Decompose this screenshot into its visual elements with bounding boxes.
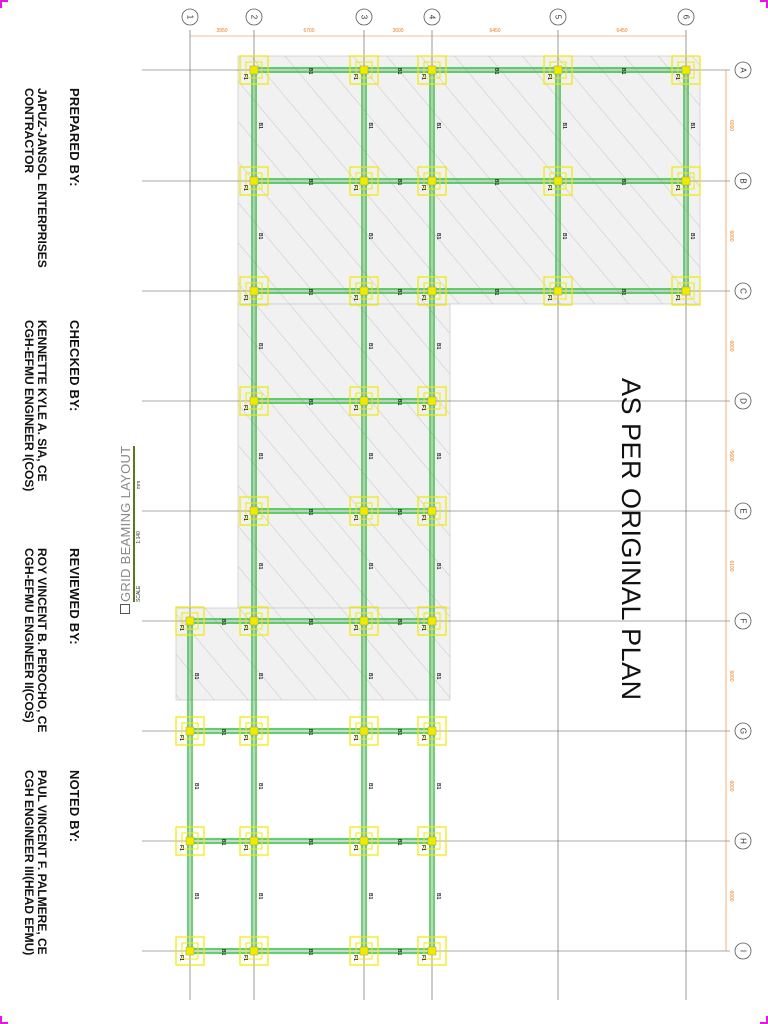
column-pier [428,947,436,955]
column-pier [250,727,258,735]
checked-by-label: CHECKED BY: [67,320,82,412]
beam-label: B1 [367,673,373,680]
column-pier [360,397,368,405]
beam-label: B1 [561,122,567,129]
beam-label: B1 [257,233,263,240]
column-pier [428,66,436,74]
column-pier [428,727,436,735]
footing-label: F1 [352,845,358,851]
beam-label: B1 [307,399,313,406]
footing-label: F1 [674,74,680,80]
footing-label: F1 [242,295,248,301]
beam-label: B1 [435,122,441,129]
beam-label: B1 [367,122,373,129]
drawing-title: GRID BEAMING LAYOUT [118,445,133,602]
prepared-by-name: JAPUZ-JANSOL ENTERPRISES [35,88,49,268]
footing-label: F1 [352,295,358,301]
beam-label: B1 [257,453,263,460]
beam-label: B1 [220,949,226,956]
beam-label: B1 [493,179,499,186]
beam-label: B1 [396,179,402,186]
grid-bubble-label: 5 [553,14,563,20]
footing-label: F1 [352,735,358,741]
column-pier [360,727,368,735]
grid-bubble-label: 3 [359,14,369,20]
column-pier [428,837,436,845]
column-pier [186,947,194,955]
scale-units: mm [136,480,142,490]
footing-label: F1 [178,625,184,631]
beam-label: B1 [689,122,695,129]
footing-label: F1 [420,295,426,301]
column-pier [682,66,690,74]
reviewed-by-position: CGH-EFMU ENGINEER II(COS) [22,548,36,723]
beam-label: B1 [435,893,441,900]
beam-label: B1 [367,893,373,900]
row-spacing-label: 6000 [728,890,734,902]
footing-label: F1 [546,74,552,80]
prepared-by-position: CONTRACTOR [22,88,36,174]
grid-bubble-label: 2 [249,14,259,20]
beam-label: B1 [307,509,313,516]
beam-label: B1 [620,179,626,186]
row-spacing-label: 6000 [728,119,734,132]
noted-by-position: CGH ENGINEER III(HEAD EFMU) [22,770,36,956]
grid-bubble-label: G [738,727,748,735]
column-pier [428,617,436,625]
beam-label: B1 [257,122,263,129]
footing-label: F1 [420,515,426,521]
beam-label: B1 [435,343,441,350]
beam-label: B1 [193,673,199,680]
column-pier [554,287,562,295]
beam-label: B1 [367,233,373,240]
row-spacing-label: 6000 [728,780,734,792]
column-pier [250,287,258,295]
scale-value: 1:140 [136,531,142,544]
checked-by-position: CGH-EFMU ENGINEER I(COS) [22,320,36,492]
grid-bubble-label: H [738,838,748,844]
beam-label: B1 [367,453,373,460]
beam-label: B1 [307,68,313,75]
footing-label: F1 [352,515,358,521]
row-spacing-label: 6000 [728,340,734,352]
noted-by-label: NOTED BY: [67,770,82,843]
reviewed-by-label: REVIEWED BY: [67,548,82,645]
footing-label: F1 [178,735,184,741]
footing-label: F1 [352,74,358,80]
column-pier [428,507,436,515]
column-pier [250,397,258,405]
beam-label: B1 [220,839,226,846]
beam-label: B1 [220,729,226,736]
grid-bubble-label: E [738,508,748,514]
beam-label: B1 [367,563,373,570]
column-pier [428,177,436,185]
grid-bubble-label: 4 [427,14,437,20]
column-pier [250,837,258,845]
beam-label: B1 [307,839,313,846]
grid-bubble-label: D [738,398,748,404]
footing-label: F1 [242,845,248,851]
beam-label: B1 [257,783,263,790]
beam-label: B1 [435,783,441,790]
column-pier [250,177,258,185]
column-pier [360,177,368,185]
column-spacing-label: 6700 [303,28,315,34]
grid-bubble-label: A [738,67,748,73]
column-pier [250,66,258,74]
signatory-prepared [22,88,82,268]
row-spacing-label: 5600 [728,450,734,462]
reviewed-by-name: ROY VINCENT B. PEROCHO, CE [35,548,49,733]
grid-bubble-label: 6 [681,14,691,20]
beam-label: B1 [689,233,695,240]
beam-label: B1 [396,949,402,956]
footing-label: F1 [242,955,248,961]
footing-label: F1 [352,185,358,191]
footing-label: F1 [242,625,248,631]
row-spacing-label: 6000 [728,670,734,682]
column-pier [360,287,368,295]
row-spacing-label: 6000 [728,230,734,242]
footing-label: F1 [546,185,552,191]
footing-label: F1 [242,735,248,741]
column-pier [682,177,690,185]
grid-bubble-label: 1 [185,14,195,20]
footing-label: F1 [546,295,552,301]
beam-label: B1 [435,673,441,680]
beam-label: B1 [396,509,402,516]
footing-label: F1 [352,625,358,631]
beam-label: B1 [396,729,402,736]
beam-label: B1 [307,949,313,956]
beam-label: B1 [193,783,199,790]
footing-label: F1 [674,295,680,301]
column-pier [186,727,194,735]
checked-by-name: KENNETTE KYLE A. SIA, CE [35,320,49,482]
footing-label: F1 [352,405,358,411]
row-spacing-label: 6100 [728,560,734,572]
column-pier [250,507,258,515]
beam-label: B1 [257,343,263,350]
beam-label: B1 [620,289,626,296]
plan-title: AS PER ORIGINAL PLAN [616,378,646,701]
footing-label: F1 [178,955,184,961]
beam-label: B1 [396,399,402,406]
column-pier [360,837,368,845]
column-pier [250,947,258,955]
beam-label: B1 [307,179,313,186]
beam-label: B1 [561,233,567,240]
beam-label: B1 [257,563,263,570]
signatory-reviewed [22,548,82,732]
beam-label: B1 [257,673,263,680]
beam-label: B1 [620,68,626,75]
column-pier [428,397,436,405]
footing-label: F1 [242,405,248,411]
beam-label: B1 [435,233,441,240]
grid-bubble-label: C [738,288,748,294]
column-pier [360,617,368,625]
footing-label: F1 [420,955,426,961]
beam-label: B1 [493,289,499,296]
column-pier [554,66,562,74]
beam-label: B1 [307,619,313,626]
grid-bubble-label: B [738,178,748,184]
beam-label: B1 [307,289,313,296]
column-pier [428,287,436,295]
footing-label: F1 [420,845,426,851]
drawing-title-block [118,446,142,614]
column-pier [554,177,562,185]
beam-label: B1 [493,68,499,75]
footing-label: F1 [420,735,426,741]
footing-label: F1 [352,955,358,961]
column-pier [186,837,194,845]
grid-bubble-label: I [738,949,748,953]
footing-label: F1 [242,74,248,80]
column-spacing-label: 6450 [616,28,628,34]
noted-by-name: PAUL VINCENT F. PALMERE, CE [35,770,49,955]
signatory-checked [22,320,82,491]
slab-hatch [238,304,450,608]
footing-label: F1 [242,185,248,191]
beam-label: B1 [220,619,226,626]
footing-label: F1 [420,74,426,80]
signatory-noted [22,770,82,955]
beam-label: B1 [307,729,313,736]
beam-label: B1 [435,453,441,460]
footing-label: F1 [420,405,426,411]
beam-label: B1 [257,893,263,900]
footing-label: F1 [420,625,426,631]
column-spacing-label: 3950 [216,28,228,34]
beam-label: B1 [367,343,373,350]
column-spacing-label: 3600 [392,28,404,34]
column-pier [186,617,194,625]
scale-word: SCALE [136,585,142,602]
beam-label: B1 [396,289,402,296]
prepared-by-label: PREPARED BY: [67,88,82,187]
column-pier [682,287,690,295]
footing-label: F1 [242,515,248,521]
column-pier [360,947,368,955]
column-pier [250,617,258,625]
footing-label: F1 [420,185,426,191]
beam-label: B1 [396,68,402,75]
column-pier [360,66,368,74]
beam-label: B1 [435,563,441,570]
title-marker-box [120,604,130,614]
beam-label: B1 [396,619,402,626]
grid-bubble-label: F [738,618,748,624]
footing-label: F1 [674,185,680,191]
column-pier [360,507,368,515]
footing-label: F1 [178,845,184,851]
beam-label: B1 [193,893,199,900]
beam-label: B1 [396,839,402,846]
column-spacing-label: 6450 [489,28,501,34]
beam-label: B1 [367,783,373,790]
